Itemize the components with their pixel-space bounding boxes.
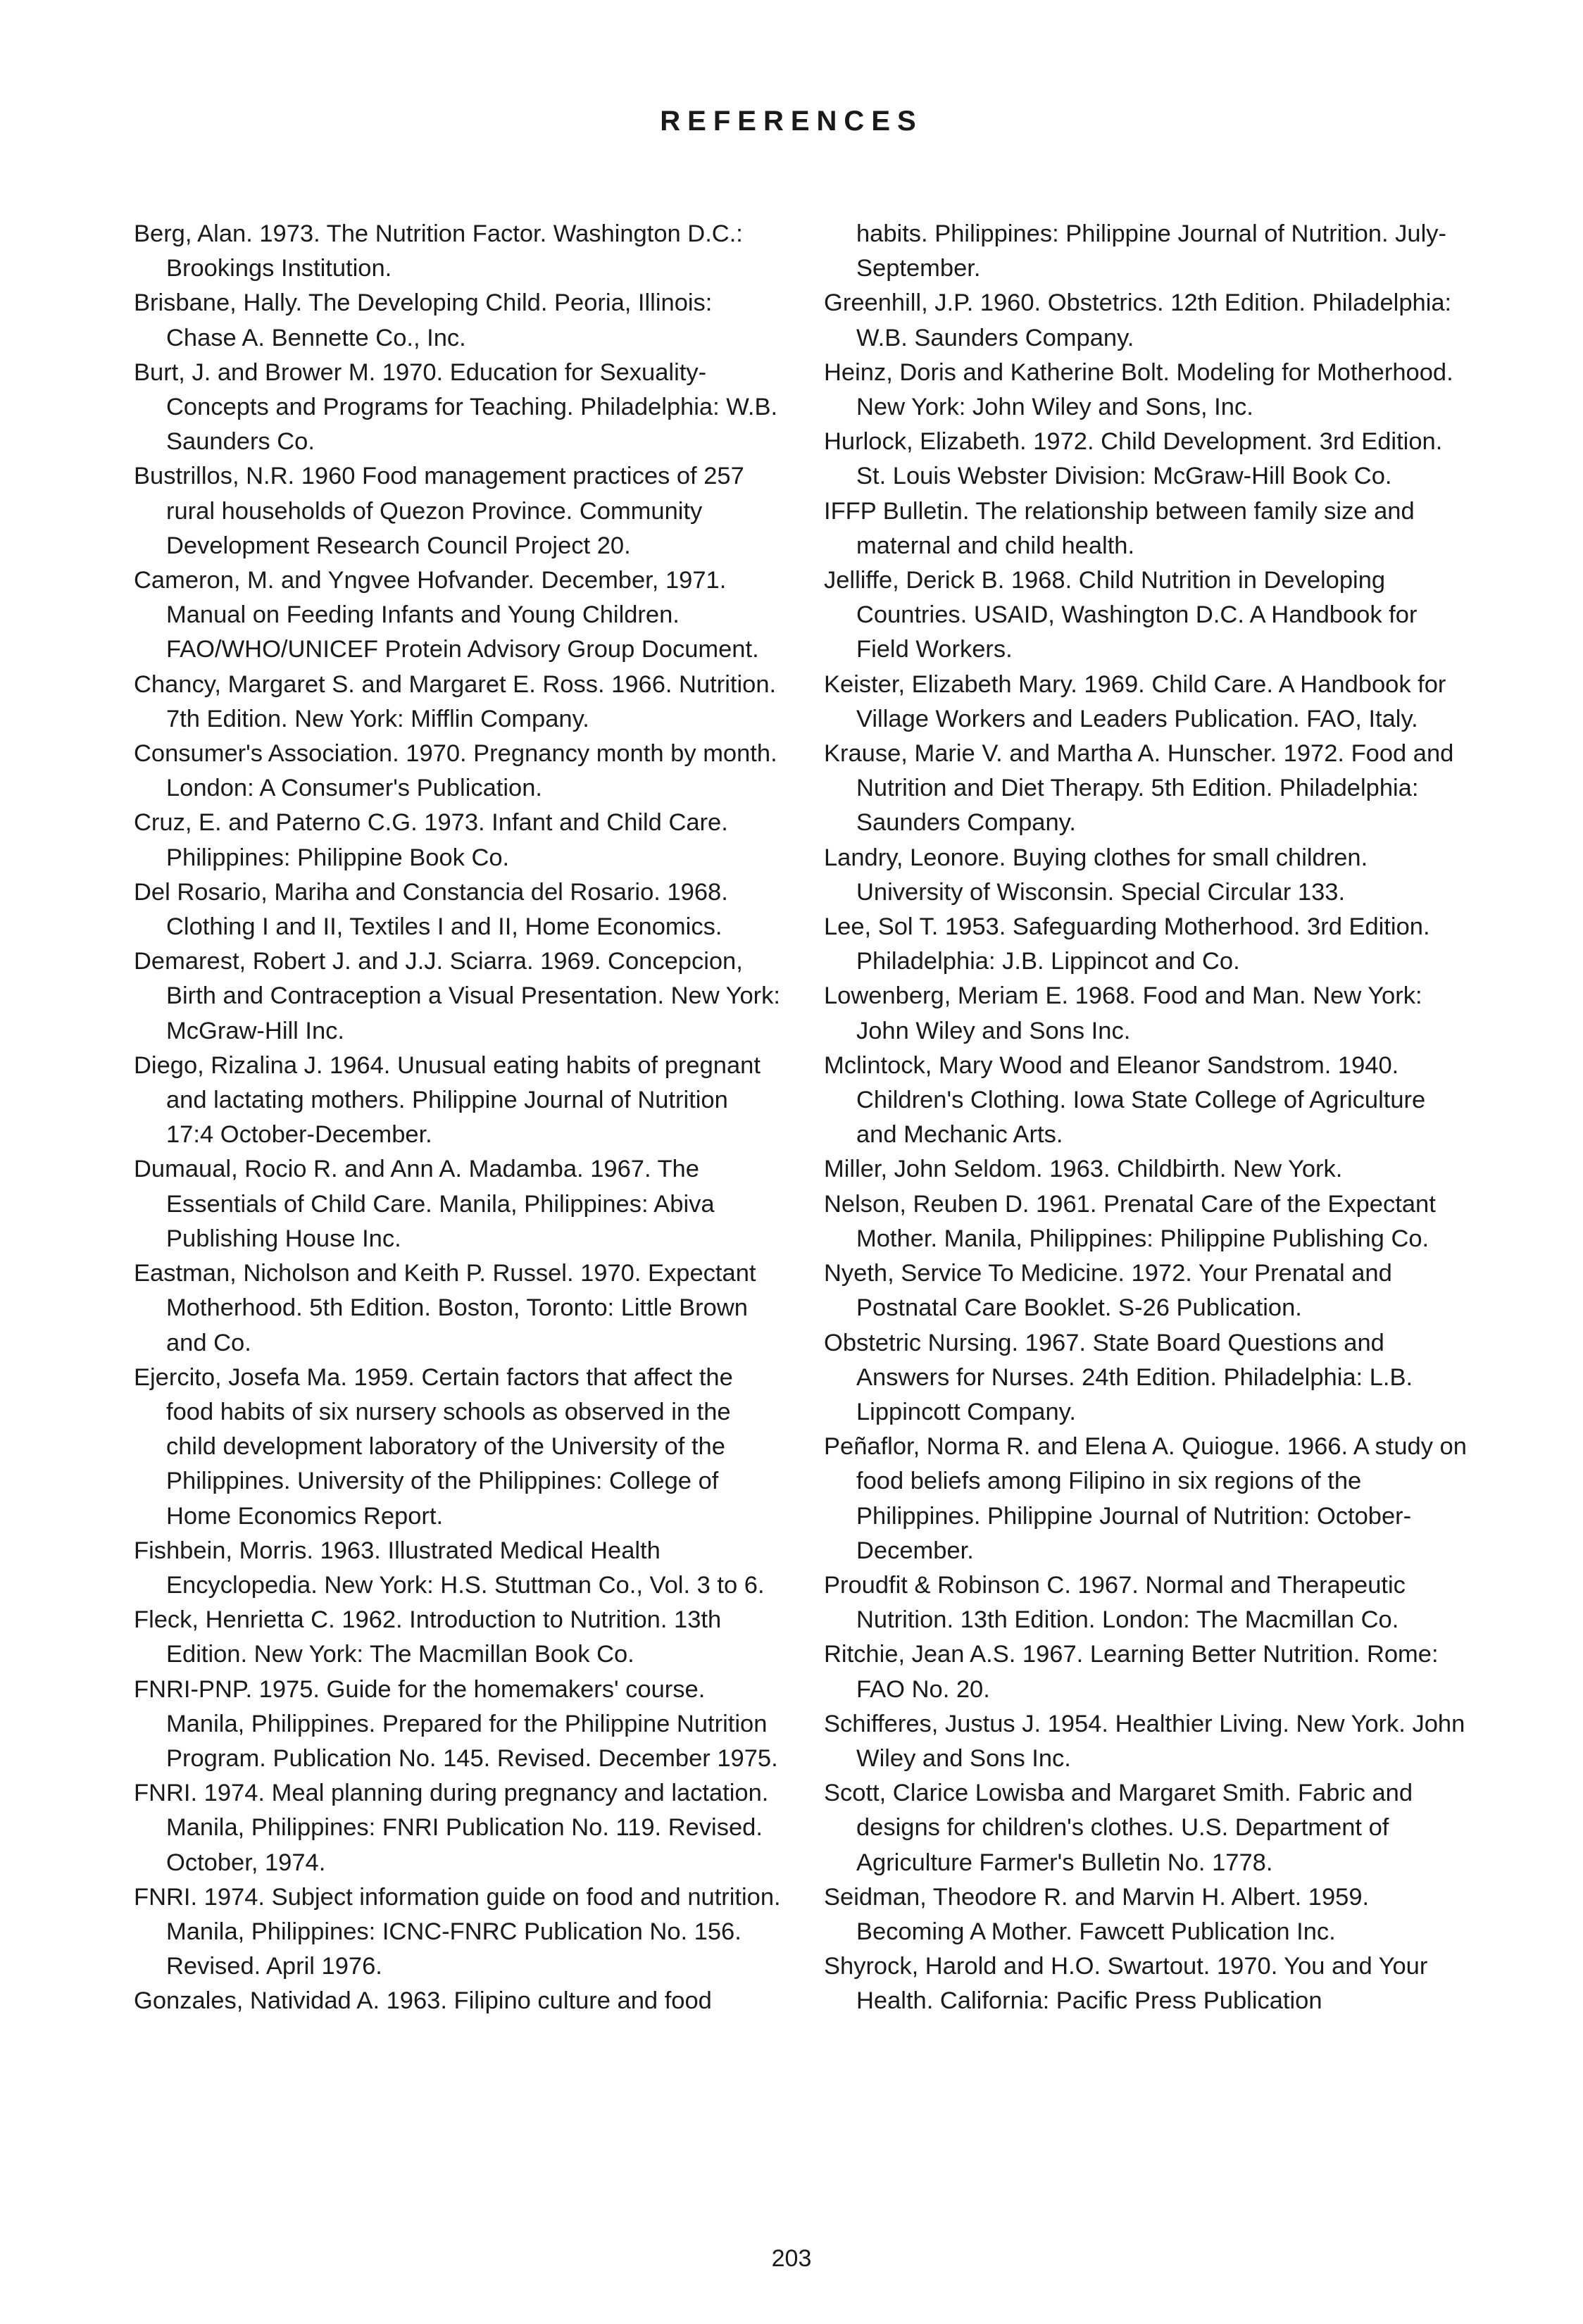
reference-entry: Ritchie, Jean A.S. 1967. Learning Better Nutrition. Rome: FAO No. 20.: [824, 1641, 1439, 1703]
reference-entry: Miller, John Seldom. 1963. Childbirth. New York.: [824, 1156, 1343, 1183]
reference-entry: Diego, Rizalina J. 1964. Unusual eating habits of pregnant and lactating mothers. Philippine Journal of Nutrition 17:4 October-December.: [134, 1051, 761, 1149]
reference-entry: Lowenberg, Meriam E. 1968. Food and Man. New York: John Wiley and Sons Inc.: [824, 982, 1422, 1044]
reference-entry: Cruz, E. and Paterno C.G. 1973. Infant and Child Care. Philippines: Philippine Book Co.: [134, 809, 728, 871]
reference-entry: Jelliffe, Derick B. 1968. Child Nutrition in Developing Countries. USAID, Washington D.C. A Handbook for Field Workers.: [824, 567, 1418, 663]
reference-entry: Brisbane, Hally. The Developing Child. Peoria, Illinois: Chase A. Bennette Co., Inc.: [134, 289, 713, 351]
reference-entry: Peñaflor, Norma R. and Elena A. Quiogue. 1966. A study on food beliefs among Filipino in six regions of the Philippines. Philippine Journal of Nutrition: October-December.: [824, 1433, 1467, 1564]
reference-entry: Schifferes, Justus J. 1954. Healthier Living. New York. John Wiley and Sons Inc.: [824, 1710, 1465, 1772]
reference-entry: Burt, J. and Brower M. 1970. Education for Sexuality-Concepts and Programs for Teaching. Philadelphia: W.B. Saunders Co.: [134, 358, 778, 456]
reference-continuation: habits. Philippines: Philippine Journal of Nutrition. July-September.: [856, 220, 1447, 282]
reference-entry: Bustrillos, N.R. 1960 Food management practices of 257 rural households of Quezon Province. Community Development Research Council Project 20.: [134, 463, 744, 559]
reference-entry: Berg, Alan. 1973. The Nutrition Factor. Washington D.C.: Brookings Institution.: [134, 220, 743, 282]
reference-entry: Lee, Sol T. 1953. Safeguarding Motherhood. 3rd Edition. Philadelphia: J.B. Lippincot and Co.: [824, 913, 1430, 975]
left-reference-column: [134, 217, 782, 2019]
reference-entry: Del Rosario, Mariha and Constancia del Rosario. 1968. Clothing I and II, Textiles I and II, Home Economics.: [134, 878, 728, 941]
reference-entry: IFFP Bulletin. The relationship between family size and maternal and child health.: [824, 497, 1415, 559]
reference-entry: Krause, Marie V. and Martha A. Hunscher. 1972. Food and Nutrition and Diet Therapy. 5th Edition. Philadelphia: Saunders Company.: [824, 740, 1454, 837]
reference-entry: Landry, Leonore. Buying clothes for small children. University of Wisconsin. Special Circular 133.: [824, 844, 1368, 906]
reference-entry: FNRI-PNP. 1975. Guide for the homemakers' course. Manila, Philippines. Prepared for the Philippine Nutrition Program. Publication No. 145. Revised. December 1975.: [134, 1675, 778, 1772]
reference-entry: Mclintock, Mary Wood and Eleanor Sandstrom. 1940. Children's Clothing. Iowa State College of Agriculture and Mechanic Arts.: [824, 1051, 1426, 1149]
right-reference-column: [824, 217, 1472, 2019]
reference-entry: Eastman, Nicholson and Keith P. Russel. 1970. Expectant Motherhood. 5th Edition. Boston, Toronto: Little Brown and Co.: [134, 1260, 756, 1356]
reference-entry: Nyeth, Service To Medicine. 1972. Your Prenatal and Postnatal Care Booklet. S-26 Publication.: [824, 1260, 1392, 1322]
page-title: REFERENCES: [660, 106, 923, 137]
reference-entry: Fleck, Henrietta C. 1962. Introduction to Nutrition. 13th Edition. New York: The Macmillan Book Co.: [134, 1606, 722, 1668]
reference-entry: Nelson, Reuben D. 1961. Prenatal Care of the Expectant Mother. Manila, Philippines: Philippine Publishing Co.: [824, 1190, 1436, 1252]
reference-entry: Fishbein, Morris. 1963. Illustrated Medical Health Encyclopedia. New York: H.S. Stuttman Co., Vol. 3 to 6.: [134, 1537, 765, 1599]
reference-entry: Dumaual, Rocio R. and Ann A. Madamba. 1967. The Essentials of Child Care. Manila, Philippines: Abiva Publishing House Inc.: [134, 1156, 715, 1252]
reference-entry: Proudfit & Robinson C. 1967. Normal and Therapeutic Nutrition. 13th Edition. London: The Macmillan Co.: [824, 1571, 1406, 1634]
reference-entry: Hurlock, Elizabeth. 1972. Child Development. 3rd Edition. St. Louis Webster Division: McGraw-Hill Book Co.: [824, 428, 1443, 490]
reference-entry: Demarest, Robert J. and J.J. Sciarra. 1969. Concepcion, Birth and Contraception a Visual Presentation. New York: McGraw-Hill Inc.: [134, 948, 780, 1044]
reference-entry: Heinz, Doris and Katherine Bolt. Modeling for Motherhood. New York: John Wiley and Sons, Inc.: [824, 358, 1453, 421]
reference-entry: Scott, Clarice Lowisba and Margaret Smith. Fabric and designs for children's clothes. U.S. Department of Agriculture Farmer's Bulletin No. 1778.: [824, 1780, 1413, 1876]
reference-entry: Shyrock, Harold and H.O. Swartout. 1970. You and Your Health. California: Pacific Press Publication: [824, 1953, 1428, 2015]
reference-entry: FNRI. 1974. Meal planning during pregnancy and lactation. Manila, Philippines: FNRI Publication No. 119. Revised. October, 1974.: [134, 1780, 769, 1876]
reference-entry: FNRI. 1974. Subject information guide on food and nutrition. Manila, Philippines: ICNC-FNRC Publication No. 156. Revised. April 1976.: [134, 1883, 781, 1980]
reference-entry: Obstetric Nursing. 1967. State Board Questions and Answers for Nurses. 24th Edition. Philadelphia: L.B. Lippincott Company.: [824, 1329, 1413, 1425]
reference-entry: Cameron, M. and Yngvee Hofvander. December, 1971. Manual on Feeding Infants and Young Children. FAO/WHO/UNICEF Protein Advisory Group Document.: [134, 567, 759, 663]
reference-entry: Ejercito, Josefa Ma. 1959. Certain factors that affect the food habits of six nursery schools as observed in the child development laboratory of the University of the Philippines. University of the Philippines: College of Home Economics Report.: [134, 1363, 733, 1530]
reference-entry: Gonzales, Natividad A. 1963. Filipino culture and food: [134, 1987, 712, 2015]
reference-entry: Seidman, Theodore R. and Marvin H. Albert. 1959. Becoming A Mother. Fawcett Publication Inc.: [824, 1883, 1370, 1945]
reference-entry: Keister, Elizabeth Mary. 1969. Child Care. A Handbook for Village Workers and Leaders Publication. FAO, Italy.: [824, 670, 1446, 732]
page-number: 203: [771, 2245, 812, 2272]
reference-entry: Chancy, Margaret S. and Margaret E. Ross. 1966. Nutrition. 7th Edition. New York: Mifflin Company.: [134, 670, 777, 732]
reference-entry: Consumer's Association. 1970. Pregnancy month by month. London: A Consumer's Publication.: [134, 740, 777, 802]
reference-entry: Greenhill, J.P. 1960. Obstetrics. 12th Edition. Philadelphia: W.B. Saunders Company.: [824, 289, 1452, 351]
